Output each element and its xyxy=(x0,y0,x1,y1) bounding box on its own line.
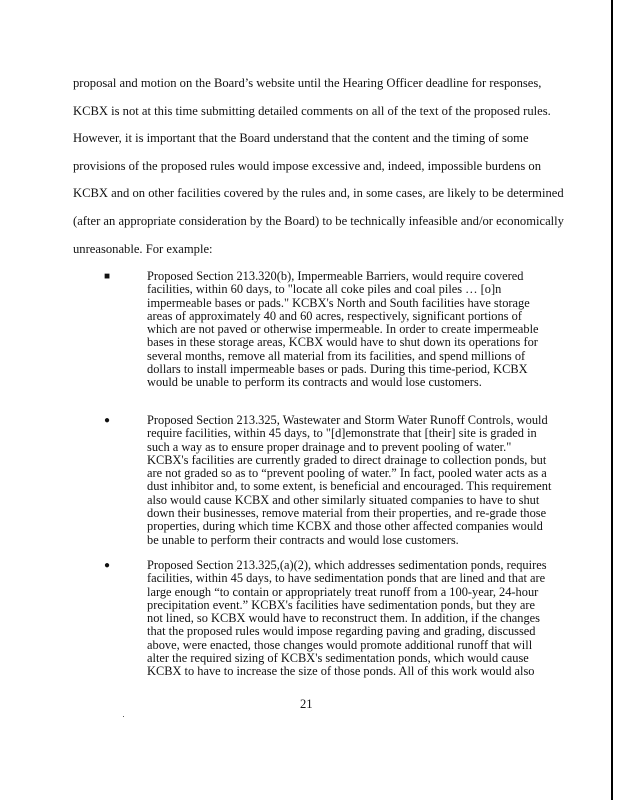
text-line: several months, remove all material from its facilities, and spend millions of xyxy=(147,348,526,363)
round-bullet-icon: ● xyxy=(104,560,111,571)
text-line: KCBX's facilities are currently graded to direct drainage to collection ponds, but xyxy=(147,452,547,467)
text-line: such a way as to ensure proper drainage and to prevent pooling of water." xyxy=(147,439,512,454)
page-edge-border xyxy=(611,0,613,800)
text-line: require facilities, within 45 days, to "[d]emonstrate that [their] site is graded in xyxy=(147,426,537,441)
text-line: KCBX to have to increase the size of those ponds. All of this work would also xyxy=(147,664,535,679)
text-line: Proposed Section 213.325, Wastewater and Storm Water Runoff Controls, would xyxy=(147,413,548,427)
text-line: that the proposed rules would impose regarding paving and grading, discussed xyxy=(147,624,536,639)
text-line: proposal and motion on the Board’s website until the Hearing Officer deadline for responses, xyxy=(73,76,542,90)
text-line: (after an appropriate consideration by the Board) to be technically infeasible and/or economically xyxy=(73,213,564,228)
text-line: are not graded so as to “prevent pooling of water.” In fact, pooled water acts as a xyxy=(147,466,547,481)
page-number: 21 xyxy=(300,697,313,711)
scan-speck xyxy=(123,716,124,717)
text-line: provisions of the proposed rules would impose excessive and, indeed, impossible burdens on xyxy=(73,158,541,173)
text-line: be unable to perform their contracts and would lose customers. xyxy=(147,532,459,547)
text-line: KCBX is not at this time submitting detailed comments on all of the text of the proposed rules. xyxy=(73,103,551,118)
text-line: impermeable bases or pads." KCBX's North and South facilities have storage xyxy=(147,295,530,310)
text-line: facilities, within 45 days, to have sedimentation ponds that are lined and that are xyxy=(147,571,546,586)
text-line: However, it is important that the Board understand that the content and the timing of some xyxy=(73,131,529,146)
text-line: would be unable to perform its contracts and would lose customers. xyxy=(147,375,482,390)
text-line: properties, during which time KCBX and those other affected companies would xyxy=(147,519,543,534)
text-line: also would cause KCBX and other similarly situated companies to have to shut xyxy=(147,492,540,507)
round-bullet-icon: ● xyxy=(104,415,111,426)
text-line: above, were enacted, those changes would promote additional runoff that will xyxy=(147,637,533,652)
text-line: Proposed Section 213.320(b), Impermeable Barriers, would require covered xyxy=(147,269,524,283)
text-line: bases in these storage areas, KCBX would have to shut down its operations for xyxy=(147,335,538,350)
text-line: not lined, so KCBX would have to reconstruct them. In addition, if the changes xyxy=(147,611,540,626)
text-line: large enough “to contain or appropriately treat runoff from a 100-year, 24-hour xyxy=(147,584,539,599)
text-line: dollars to install impermeable bases or pads. During this time-period, KCBX xyxy=(147,362,528,377)
text-line: KCBX and on other facilities covered by the rules and, in some cases, are likely to be determined xyxy=(73,186,564,201)
square-bullet-icon: ■ xyxy=(104,271,111,282)
text-line: which are not paved or otherwise impermeable. In order to create impermeable xyxy=(147,322,539,337)
text-line: dust inhibitor and, to some extent, is beneficial and encouraged. This requirement xyxy=(147,479,552,494)
text-line: Proposed Section 213.325,(a)(2), which addresses sedimentation ponds, requires xyxy=(147,558,547,572)
text-line: facilities, within 60 days, to "locate all coke piles and coal piles … [o]n xyxy=(147,282,502,297)
text-line: areas of approximately 40 and 60 acres, respectively, significant portions of xyxy=(147,308,522,323)
body-paragraph xyxy=(73,70,564,263)
text-line: unreasonable. For example: xyxy=(73,241,213,256)
text-line: alter the required sizing of KCBX's sedimentation ponds, which would cause xyxy=(147,651,529,666)
text-line: down their businesses, remove material from their properties, and re-grade those xyxy=(147,506,547,521)
text-line: precipitation event.” KCBX's facilities have sedimentation ponds, but they are xyxy=(147,597,535,612)
